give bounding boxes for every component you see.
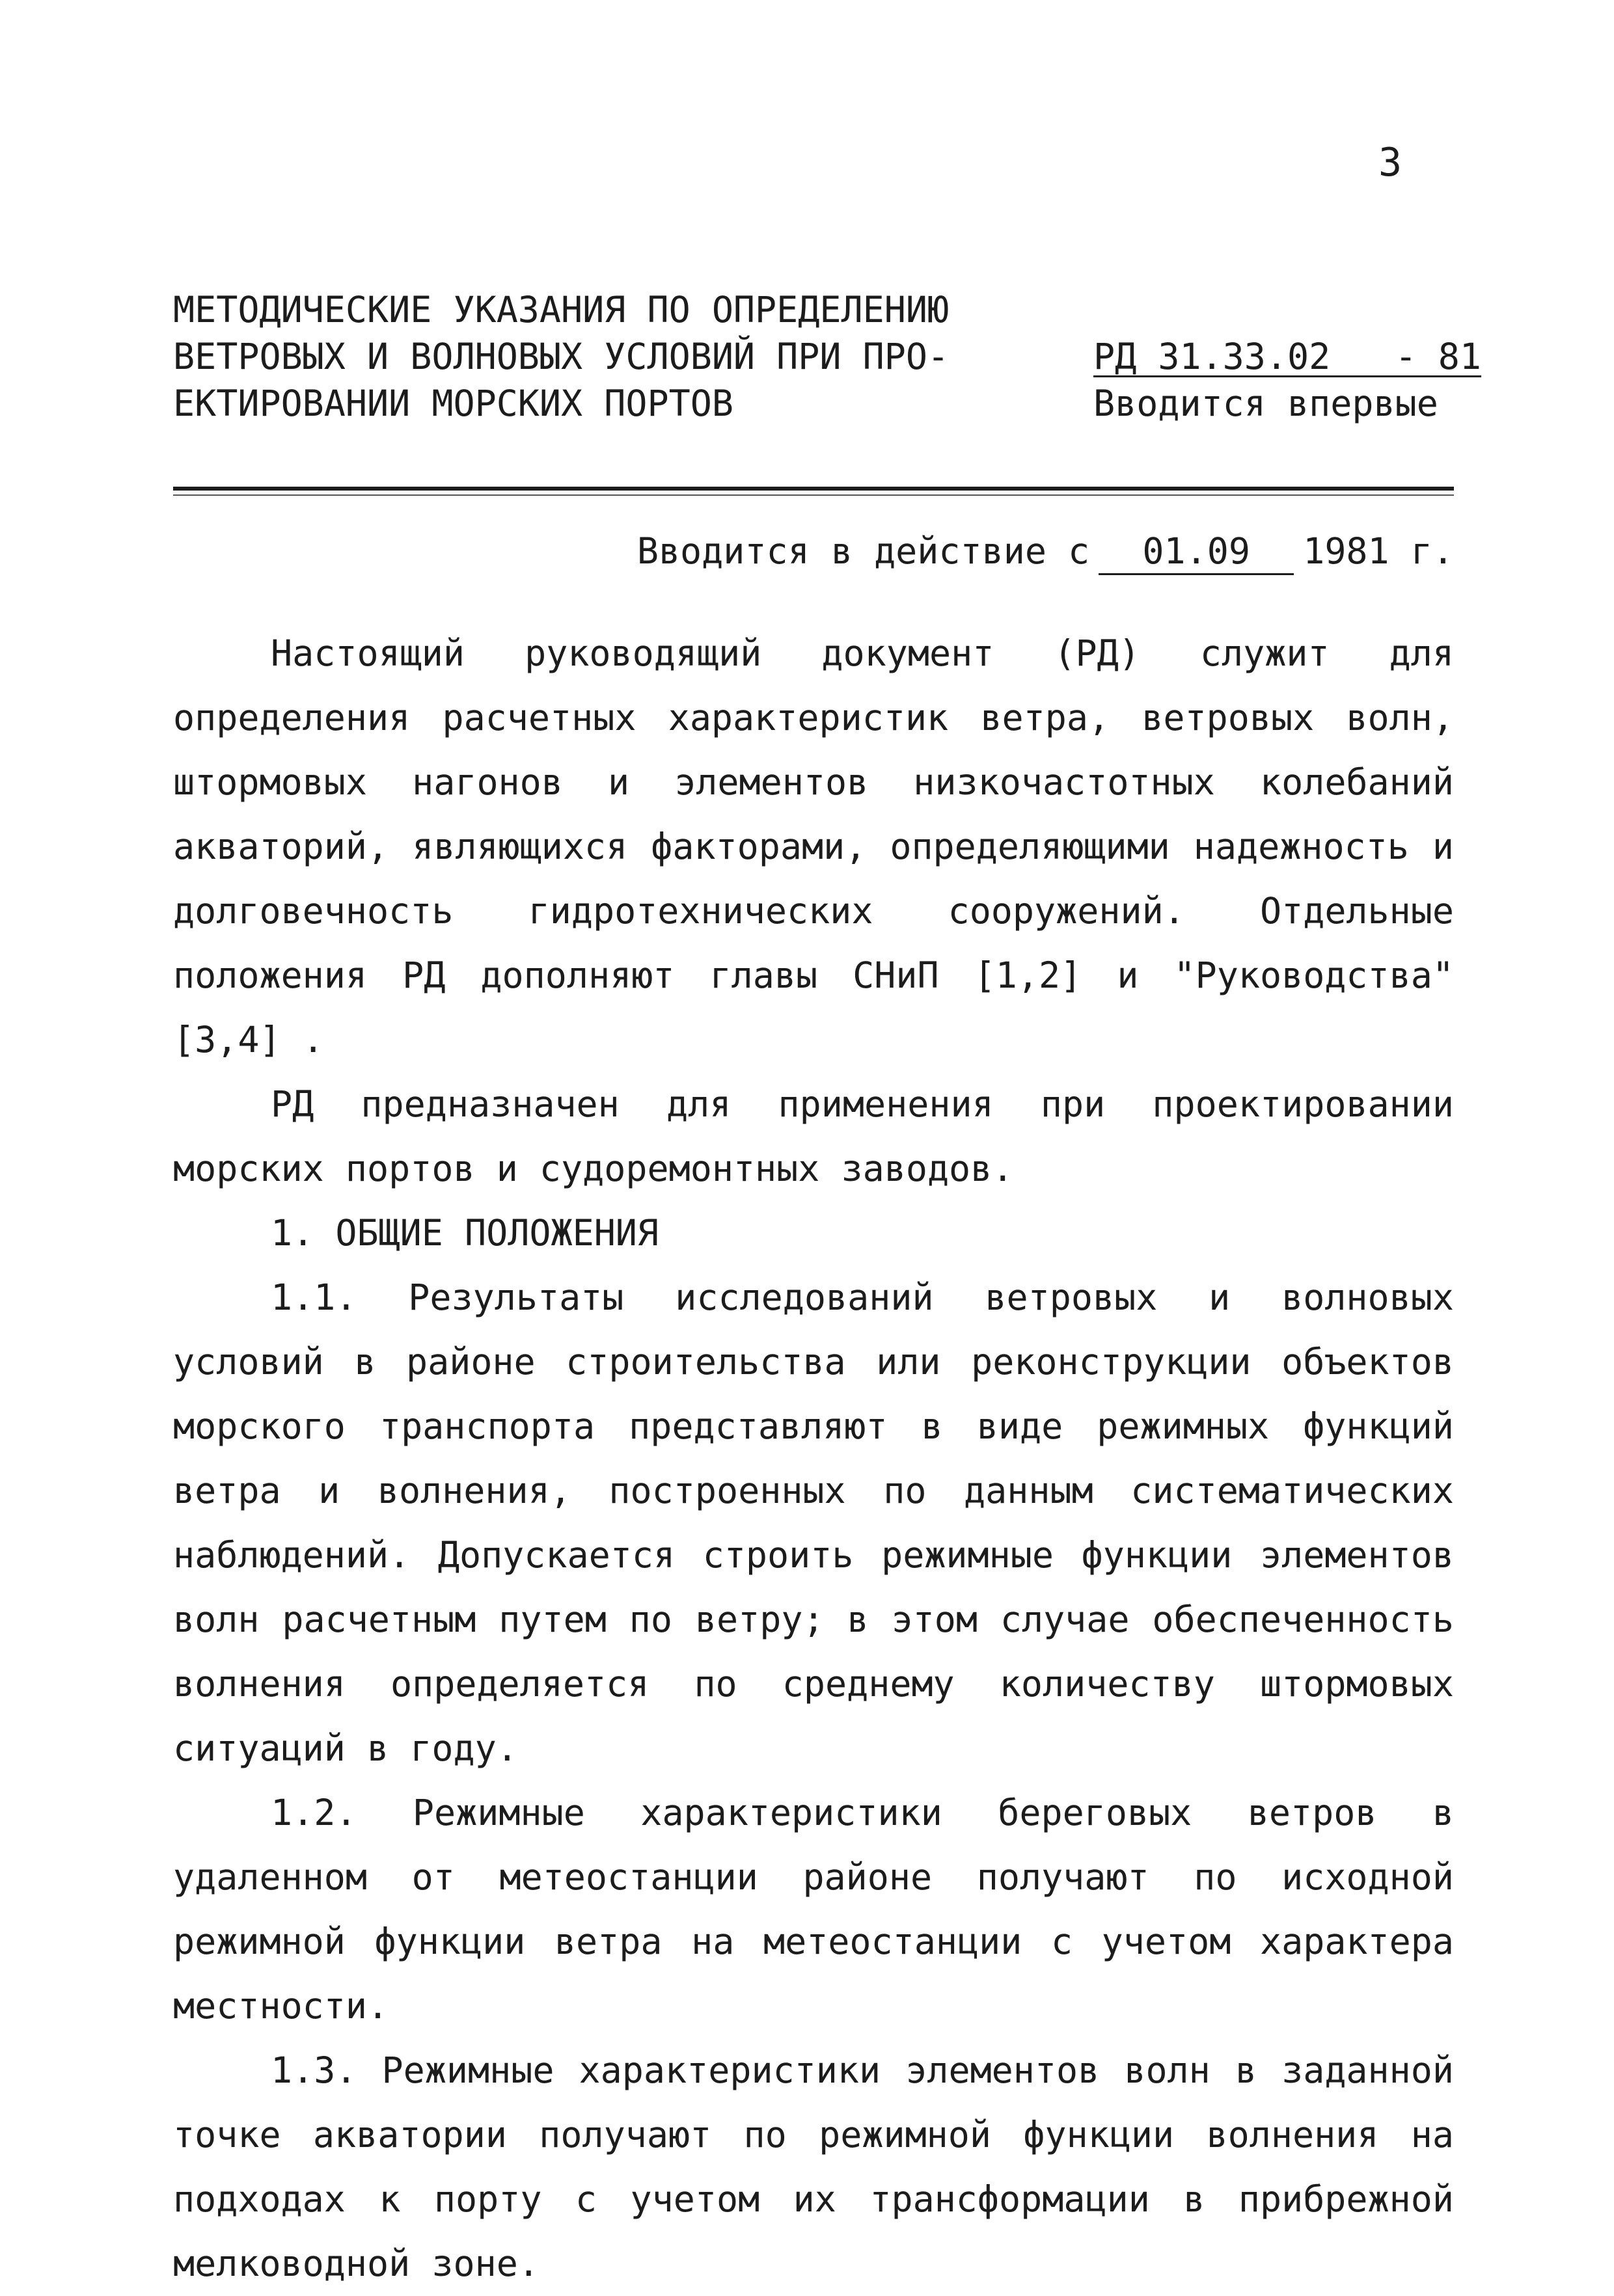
- section-heading: 1. ОБЩИЕ ПОЛОЖЕНИЯ: [271, 1212, 659, 1254]
- effective-date-line: [637, 530, 1454, 575]
- clause-paragraph: 1.3. Режимные характеристики элементов волн в заданной точке акватории получают по режимной функции волнения на подходах к порту с учетом их трансформации в прибрежной мелководной зоне.: [173, 2049, 1454, 2284]
- page-number: 3: [1378, 140, 1402, 185]
- title-line: ВЕТРОВЫХ И ВОЛНОВЫХ УСЛОВИЙ ПРИ ПРО-: [173, 336, 950, 377]
- title-line: МЕТОДИЧЕСКИЕ УКАЗАНИЯ ПО ОПРЕДЕЛЕНИЮ: [173, 289, 950, 331]
- effective-date: 01.09: [1099, 530, 1294, 575]
- effective-prefix: Вводится в действие с: [636, 530, 1090, 572]
- document-code: РД 31.33.02 - 81: [1093, 336, 1482, 377]
- intro-paragraph: Настоящий руководящий документ (РД) служит для определения расчетных характеристик ветра, ветровых волн, штормовых нагонов и элементов низкочастотных колебаний акваторий, являющихся факторами, определяющими надежность и долговечность гидротехнических сооружений. Отдельные положения РД дополняют главы СНиП [1,2] и "Руководства" [3,4] .: [173, 632, 1454, 1060]
- introduction-note: Вводится впервые: [1093, 383, 1438, 424]
- purpose-paragraph: РД предназначен для применения при проектировании морских портов и судоремонтных заводов.: [173, 1083, 1454, 1189]
- effective-year: 1981 г.: [1303, 530, 1454, 572]
- document-designation: [1093, 333, 1481, 427]
- header-divider: [173, 487, 1454, 491]
- title-line: ЕКТИРОВАНИИ МОРСКИХ ПОРТОВ: [173, 383, 733, 424]
- clause-paragraph: 1.2. Режимные характеристики береговых ветров в удаленном от метеостанции районе получают по исходной режимной функции ветра на метеостанции с учетом характера местности.: [173, 1792, 1454, 2027]
- clause-paragraph: 1.1. Результаты исследований ветровых и волновых условий в районе строительства или реконструкции объектов морского транспорта представляют в виде режимных функций ветра и волнения, построенных по данным систематических наблюдений. Допускается строить режимные функции элементов волн расчетным путем по ветру; в этом случае обеспеченность волнения определяется по среднему количеству штормовых ситуаций в году.: [173, 1276, 1454, 1769]
- header-divider-thin: [173, 494, 1454, 496]
- document-body: [173, 621, 1454, 2296]
- document-title: [173, 286, 949, 427]
